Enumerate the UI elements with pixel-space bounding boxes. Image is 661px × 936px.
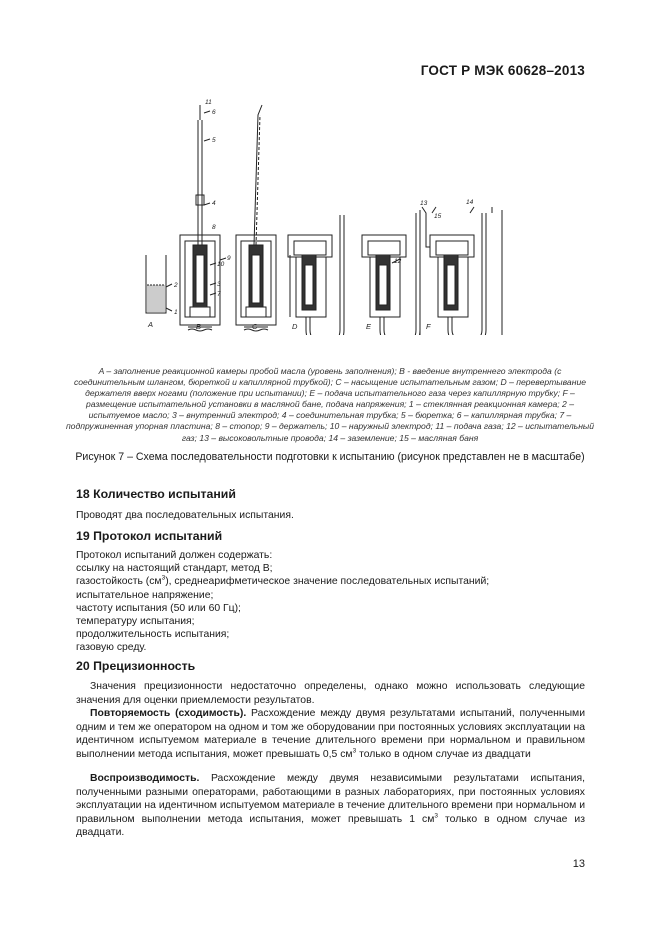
section-18-text: Проводят два последовательных испытания. — [76, 510, 294, 521]
list-item: температуру испытания; — [76, 616, 195, 628]
panel-label-f: F — [426, 322, 431, 331]
figure-legend: A – заполнение реакционной камеры пробой масла (уровень заполнения); B - введение внутреннего электрода (с соединительным шлангом, бюреткой и капиллярной трубкой); C – насыщение испытательным газом; D – перевертывание держателя вверх ногами (положение при испытании); E – подача испытательного газа через капиллярную трубку; F – размещение испытательной установки в масляной бане, подача напряжения; 1 – стеклянная реакционная камера; 2 – испытуемое масло; 3 – внутренний электрод; 4 – соединительная трубка; 5 – бюретка; 6 – капиллярная трубка; 7 – подпружиненная упорная пластина; 8 – стопор; 9 – держатель; 10 – наружный электрод; 11 – подача газа; 12 – испытательный газ; 13 – высоковольтные провода; 14 – заземление; 15 – масляная баня — [65, 366, 595, 443]
panel-e-apparatus — [362, 213, 420, 335]
section-19-title: 19 Протокол испытаний — [76, 529, 223, 543]
section-20-title: 20 Прецизионность — [76, 659, 196, 673]
list-item-text: газостойкость (см — [76, 576, 162, 588]
repeatability-text: Расхождение между двумя результатами испытаний, полученными одним и тем же оператором на одном и том же оборудовании при постоянных условиях эксплуатации на идентичном испытуемом материале в течение длительного времени при нормальном и правильном выполнении метода испытания, может превышать 0,5 см — [76, 708, 585, 760]
repeatability-tail: только в одном случае из двадцати — [356, 748, 531, 760]
panel-label-a: A — [148, 320, 154, 329]
callout-13: 13 — [420, 200, 428, 207]
panel-label-d: D — [292, 322, 298, 331]
figure-test-preparation — [130, 95, 530, 335]
panel-label-e: E — [366, 322, 372, 331]
callout-2: 2 — [174, 282, 178, 289]
list-item — [76, 575, 489, 588]
precision-intro: Значения прецизионности недостаточно определены, однако можно использовать следующие значения для оценки приемлемости результатов. — [76, 681, 585, 706]
panel-label-c: C — [252, 322, 258, 331]
standard-code: ГОСТ Р МЭК 60628–2013 — [420, 63, 585, 78]
reproducibility-term: Воспроизводимость. — [90, 773, 200, 784]
callout-3: 3 — [217, 281, 221, 288]
page-number: 13 — [572, 858, 585, 870]
list-item-text-rest: ), среднеарифметическое значение последовательных испытаний; — [165, 576, 490, 588]
figure-caption: Рисунок 7 – Схема последовательности подготовки к испытанию (рисунок представлен не в масштабе) — [75, 451, 585, 463]
callout-9: 9 — [227, 255, 231, 262]
panel-f-apparatus — [420, 207, 502, 335]
panel-label-b: B — [196, 322, 202, 331]
list-item: испытательное напряжение; — [76, 589, 214, 601]
reproducibility-text: Расхождение между двумя независимыми результатами испытания, полученными разными операторами, работающими в разных лабораториях, при постоянных условиях эксплуатации на идентичном испытуемом материале в течение длительного времени при нормальном и правильном выполнении метода испытания, может превышать 1 см — [76, 773, 585, 825]
callout-1: 1 — [174, 309, 178, 316]
superscript: 3 — [352, 747, 357, 755]
panel-d-apparatus — [288, 215, 344, 335]
panel-a-beaker — [146, 255, 172, 313]
reproducibility-paragraph — [76, 772, 585, 840]
superscript: 3 — [434, 812, 438, 820]
callout-15: 15 — [434, 213, 442, 220]
callout-5: 5 — [212, 137, 216, 144]
list-item: продолжительность испытания; — [76, 629, 230, 641]
callout-4: 4 — [212, 200, 216, 207]
list-item: Протокол испытаний должен содержать: — [76, 550, 273, 561]
callout-8: 8 — [212, 224, 216, 231]
reproducibility-tail: только в одном случае из двадцати. — [76, 813, 585, 839]
callout-12: 12 — [394, 258, 402, 265]
list-item: частоту испытания (50 или 60 Гц); — [76, 602, 241, 614]
section-18-title: 18 Количество испытаний — [76, 487, 236, 501]
repeatability-paragraph — [76, 707, 585, 761]
callout-7: 7 — [217, 291, 221, 298]
callout-14: 14 — [466, 199, 474, 206]
panel-c-apparatus — [236, 105, 276, 331]
repeatability-term: Повторяемость (сходимость). — [90, 708, 247, 719]
callout-10: 10 — [217, 261, 225, 268]
superscript: 3 — [161, 574, 166, 582]
callout-11: 11 — [205, 99, 212, 106]
list-item: газовую среду. — [76, 642, 147, 654]
report-contents-list — [76, 549, 489, 655]
list-item: ссылку на настоящий стандарт, метод B; — [76, 563, 273, 575]
callout-6: 6 — [212, 109, 216, 116]
